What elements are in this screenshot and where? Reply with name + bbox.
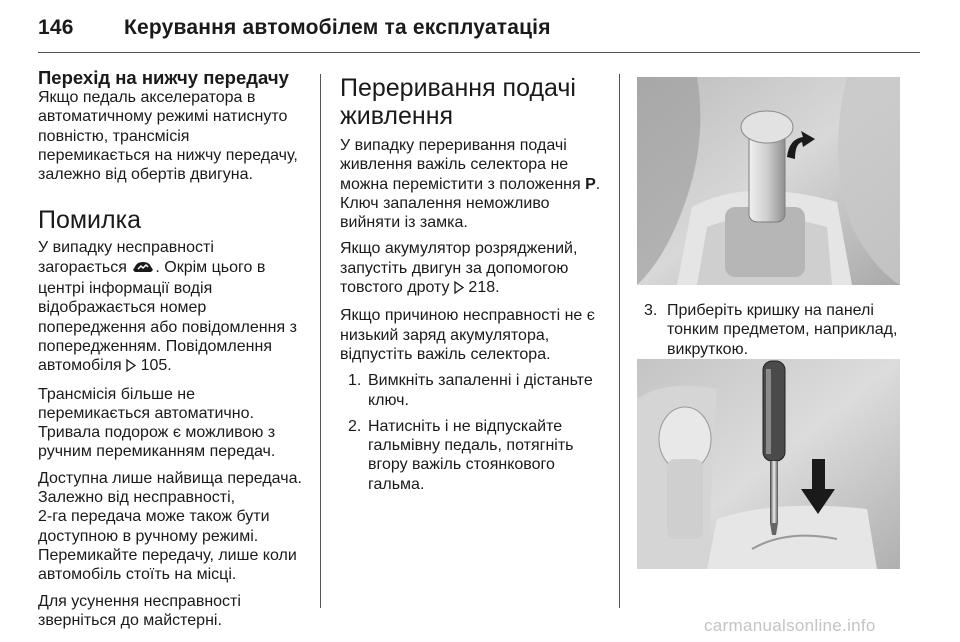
text-line: Доступна лише найвища передача. [38, 469, 302, 487]
text-line: повністю, трансмісія [38, 127, 190, 145]
text-line: Ключ запалення неможливо [340, 194, 550, 212]
column-left [38, 68, 310, 630]
text-line: зверніться до майстерні. [38, 611, 222, 629]
title-line: Переривання подачі [340, 74, 576, 102]
section-title-fault: Помилка [38, 206, 142, 235]
text-line: Залежно від несправності, [38, 489, 236, 507]
text-line: Перемикайте передачу, лише коли [38, 546, 297, 564]
text-line: попередженням. Повідомлення [38, 337, 272, 355]
text-span: загорається [38, 258, 132, 276]
title-line: живлення [340, 102, 454, 130]
text-line: перемикається автоматично. [38, 404, 254, 422]
text-line: запустіть двигун за допомогою [340, 259, 569, 277]
text-line: гальмівну педаль, потягніть [368, 437, 574, 455]
text-line: перемикається на нижчу передачу, [38, 146, 298, 164]
text-line: Приберіть кришку на панелі [667, 302, 874, 319]
text-line [340, 278, 612, 299]
gear-position-p: P [585, 175, 596, 193]
section-title-power-interruption [340, 74, 612, 130]
text-line: автомобіль стоїть на місці. [38, 566, 237, 584]
column-divider [619, 74, 620, 608]
step-number: 2. [348, 417, 362, 435]
text-line: гальма. [368, 475, 425, 493]
step-number: 1. [348, 372, 362, 390]
power-paragraph-2 [340, 239, 612, 299]
text-line: автоматичному режимі натиснуто [38, 108, 288, 126]
text-span: товстого дроту [340, 279, 454, 297]
text-line: У випадку несправності [38, 239, 214, 257]
text-line: 2-га передача може також бути [38, 508, 270, 526]
text-line: Вимкніть запаленні і дістаньте [368, 372, 593, 390]
list-item [340, 417, 612, 494]
text-line: ручним перемиканням передач. [38, 443, 276, 461]
text-span: можна перемістити з положення [340, 175, 586, 193]
power-paragraph-1 [340, 136, 612, 232]
fault-paragraph-2 [38, 385, 310, 462]
step-number: 3. [644, 302, 658, 319]
text-line: відпустіть важіль селектора. [340, 345, 551, 363]
page-reference-link[interactable]: 105. [136, 357, 172, 375]
text-line: викруткою. [667, 340, 749, 358]
section-title-downshift: Перехід на нижчу передачу [38, 67, 289, 88]
text-line: У випадку переривання подачі [340, 137, 567, 154]
downshift-text [38, 88, 310, 184]
text-span: автомобіля [38, 357, 127, 375]
text-line: залежно від обертів двигуна. [38, 166, 253, 184]
text-line: ключ. [368, 391, 409, 409]
fault-paragraph-3 [38, 469, 310, 585]
text-line [38, 258, 310, 279]
text-span: . [595, 175, 601, 193]
text-line: вгору важіль стоянкового [368, 456, 555, 474]
list-item [643, 301, 913, 359]
text-line: вийняти із замка. [340, 214, 468, 232]
text-line [340, 175, 612, 194]
list-item [340, 371, 612, 410]
page-header [38, 14, 920, 44]
header-divider [38, 52, 920, 53]
page-title: Керування автомобілем та експлуатація [124, 16, 551, 39]
text-line: попередження або повідомлення з [38, 318, 297, 336]
gearbox-warning-icon [131, 260, 155, 279]
page-reference-link[interactable]: 218. [463, 279, 500, 297]
text-line: Якщо причиною несправності не є [340, 307, 595, 325]
fault-paragraph-1 [38, 238, 310, 377]
text-span: . Окрім цього в [155, 258, 266, 276]
figure-screwdriver-cover [637, 359, 900, 569]
page-number: 146 [38, 16, 74, 39]
steps-list [340, 371, 612, 494]
text-line: центрі інформації водія [38, 280, 213, 298]
fault-paragraph-4 [38, 592, 310, 631]
page-reference-icon[interactable] [126, 358, 136, 377]
page-reference-icon[interactable] [454, 280, 464, 299]
text-line: Натисніть і не відпускайте [368, 417, 563, 435]
text-line: доступною в ручному режимі. [38, 527, 259, 545]
text-line: Якщо акумулятор розряджений, [340, 240, 578, 258]
text-line: Трансмісія більше не [38, 385, 196, 403]
column-divider [320, 74, 321, 608]
text-line: відображається номер [38, 299, 207, 317]
text-line: Для усунення несправності [38, 592, 241, 610]
text-line [38, 356, 310, 377]
text-line: низький заряд акумулятора, [340, 326, 550, 344]
text-line: Якщо педаль акселератора в [38, 89, 256, 106]
text-line: Тривала подорож є можливою з [38, 424, 276, 442]
column-middle [340, 74, 612, 501]
watermark: carmanualsonline.info [704, 616, 876, 635]
figure-selector-lever [637, 77, 900, 285]
text-line: тонким предметом, наприклад, [667, 321, 898, 339]
text-line: живлення важіль селектора не [340, 156, 569, 174]
power-paragraph-3 [340, 306, 612, 364]
step-3 [643, 301, 913, 366]
